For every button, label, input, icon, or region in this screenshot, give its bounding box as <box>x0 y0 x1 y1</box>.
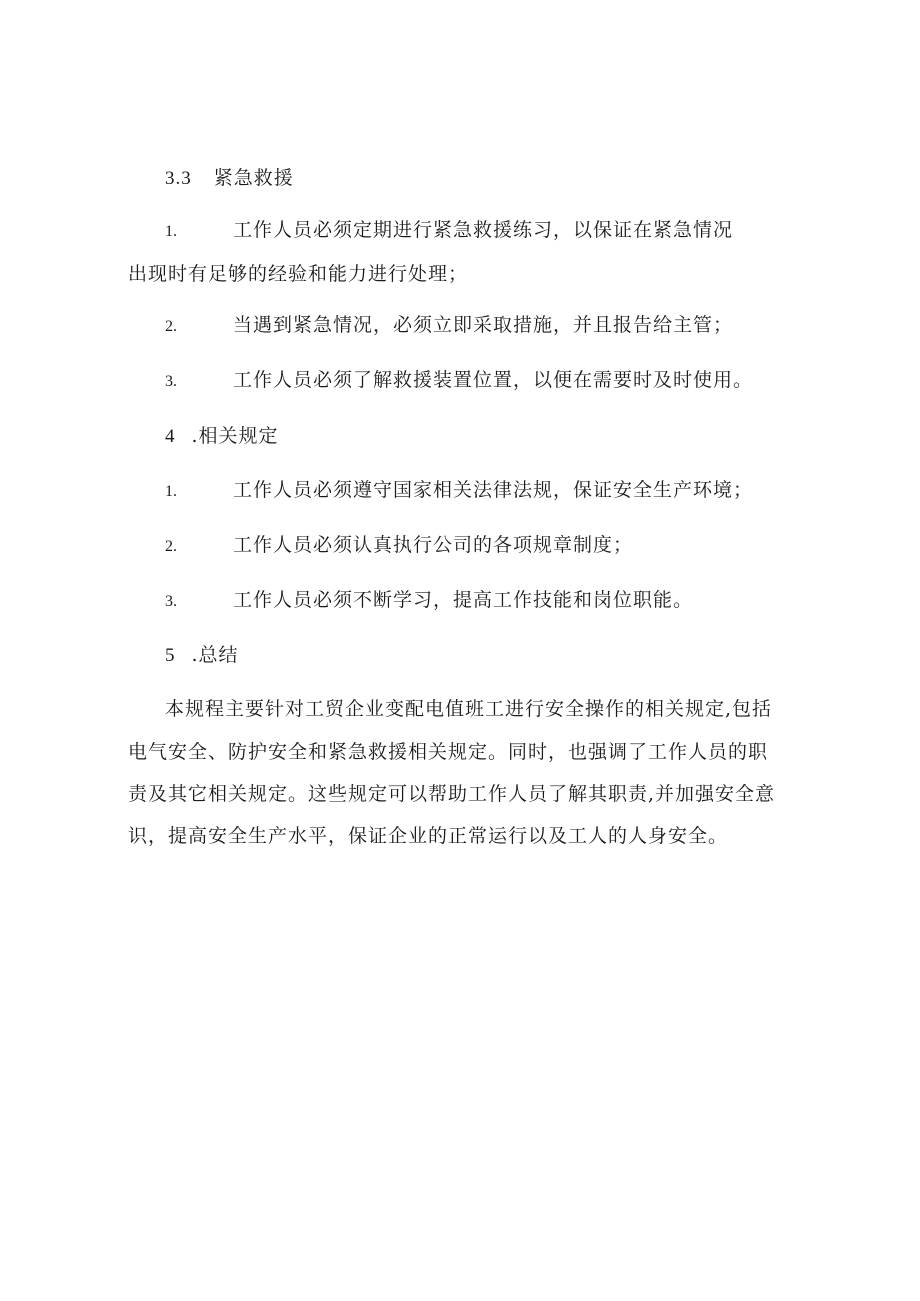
section-3-3-heading <box>165 166 294 191</box>
section-number: 5 <box>165 645 176 666</box>
summary-paragraph-line: 识，提高安全生产水平，保证企业的正常运行以及工人的人身安全。 <box>128 825 729 847</box>
list-item-number: 3. <box>165 373 177 390</box>
section-title: .总结 <box>191 644 239 666</box>
summary-paragraph-line: 本规程主要针对工贸企业变配电值班工进行安全操作的相关规定,包括 <box>165 698 773 720</box>
list-item-text: 工作人员必须认真执行公司的各项规章制度； <box>233 534 634 556</box>
list-item-number: 2. <box>165 538 177 555</box>
list-item-text-continuation: 出现时有足够的经验和能力进行处理； <box>128 263 469 285</box>
section-4-heading <box>165 424 279 449</box>
section-number: 4 <box>165 426 176 447</box>
list-item-number: 3. <box>165 593 177 610</box>
list-item-text: 工作人员必须不断学习，提高工作技能和岗位职能。 <box>233 589 694 611</box>
list-item-text: 当遇到紧急情况，必须立即采取措施，并且报告给主管； <box>233 314 734 336</box>
section-5-heading <box>165 643 239 668</box>
section-number: 3.3 <box>165 168 192 189</box>
summary-paragraph-line: 责及其它相关规定。这些规定可以帮助工作人员了解其职责,并加强安全意 <box>128 783 776 805</box>
list-item-number: 1. <box>165 483 177 500</box>
list-item-number: 2. <box>165 318 177 335</box>
summary-paragraph-line: 电气安全、防护安全和紧急救援相关规定。同时，也强调了工作人员的职 <box>128 741 769 763</box>
section-title: .相关规定 <box>191 425 279 447</box>
list-item-number: 1. <box>165 223 177 240</box>
section-title: 紧急救援 <box>213 167 294 189</box>
list-item-text: 工作人员必须定期进行紧急救援练习，以保证在紧急情况 <box>233 219 734 241</box>
list-item-text: 工作人员必须遵守国家相关法律法规，保证安全生产环境； <box>233 479 754 501</box>
list-item-text: 工作人员必须了解救援装置位置，以便在需要时及时使用。 <box>233 369 754 391</box>
